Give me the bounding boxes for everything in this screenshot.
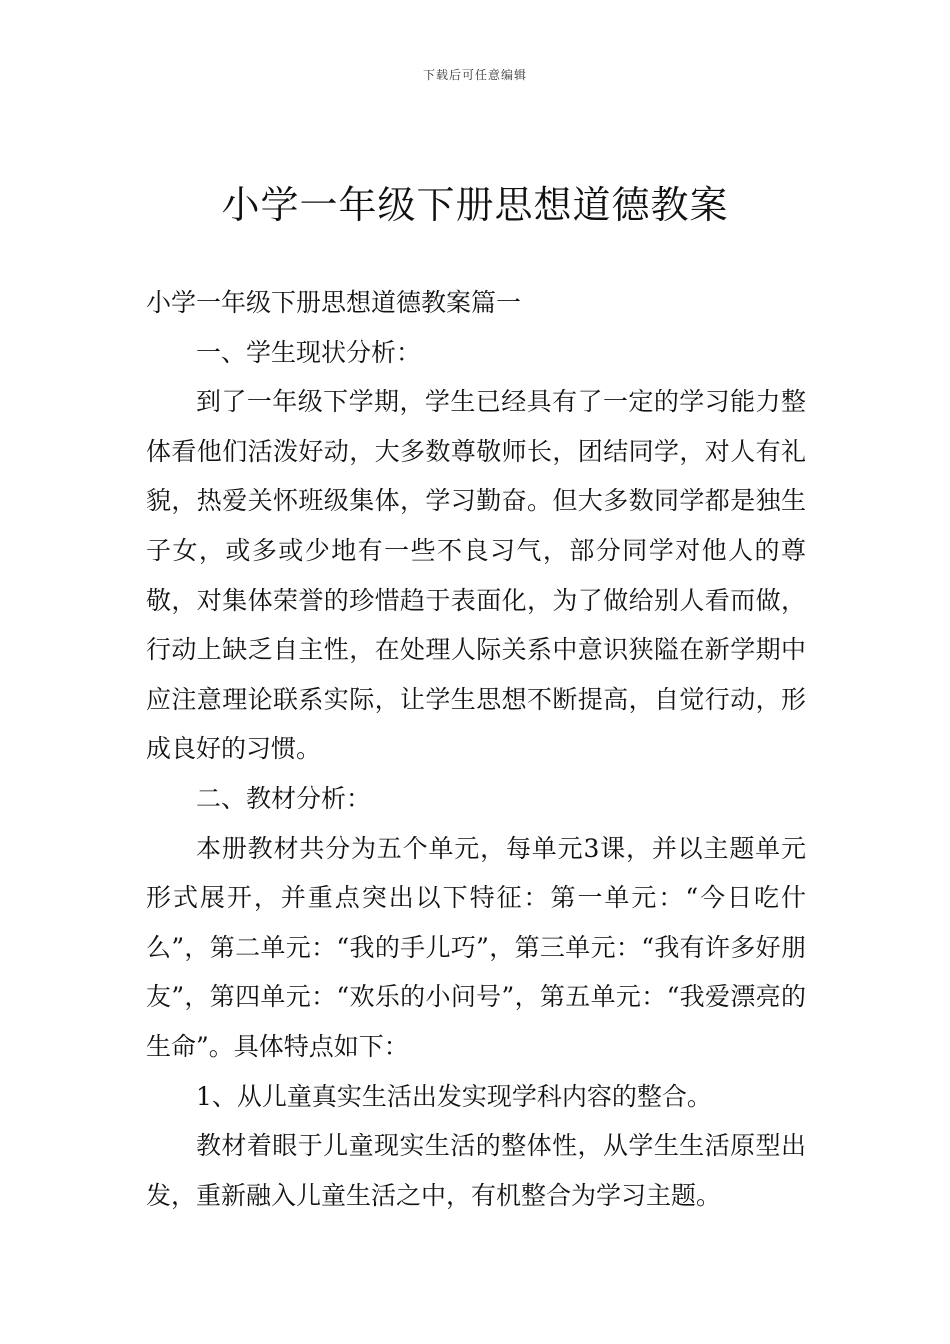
paragraph-subtitle: 小学一年级下册思想道德教案篇一 [146, 288, 522, 317]
section-heading-textbook-analysis: 二、教材分析： [196, 783, 372, 813]
section-heading-student-analysis: 一、学生现状分析： [196, 337, 422, 367]
paragraph-point-1-detail: 教材着眼于儿童现实生活的整体性，从学生生活原型出发，重新融入儿童生活之中，有机整合为学习主题。 [146, 1131, 806, 1210]
document-title: 小学一年级下册思想道德教案 [221, 183, 729, 227]
paragraph-point-1: 1、从儿童真实生活出发实现学科内容的整合。 [196, 1081, 712, 1111]
header-note: 下载后可任意编辑 [422, 68, 527, 82]
document-body [146, 278, 806, 1220]
paragraph-student-analysis: 到了一年级下学期，学生已经具有了一定的学习能力整体看他们活泼好动，大多数尊敬师长，团结同学，对人有礼貌，热爱关怀班级集体，学习勤奋。但大多数同学都是独生子女，或多或少地有一些不良习气，部分同学对他人的尊敬，对集体荣誉的珍惜趋于表面化，为了做给别人看而做，行动上缺乏自主性，在处理人际关系中意识狭隘在新学期中应注意理论联系实际，让学生思想不断提高，自觉行动，形成良好的习惯。 [146, 387, 806, 764]
paragraph-textbook-analysis: 本册教材共分为五个单元，每单元3课，并以主题单元形式展开，并重点突出以下特征：第一单元：“今日吃什么”，第二单元：“我的手儿巧”，第三单元：“我有许多好朋友”，第四单元：“欢乐的小问号”，第五单元：“我爱漂亮的生命”。具体特点如下： [146, 833, 806, 1061]
